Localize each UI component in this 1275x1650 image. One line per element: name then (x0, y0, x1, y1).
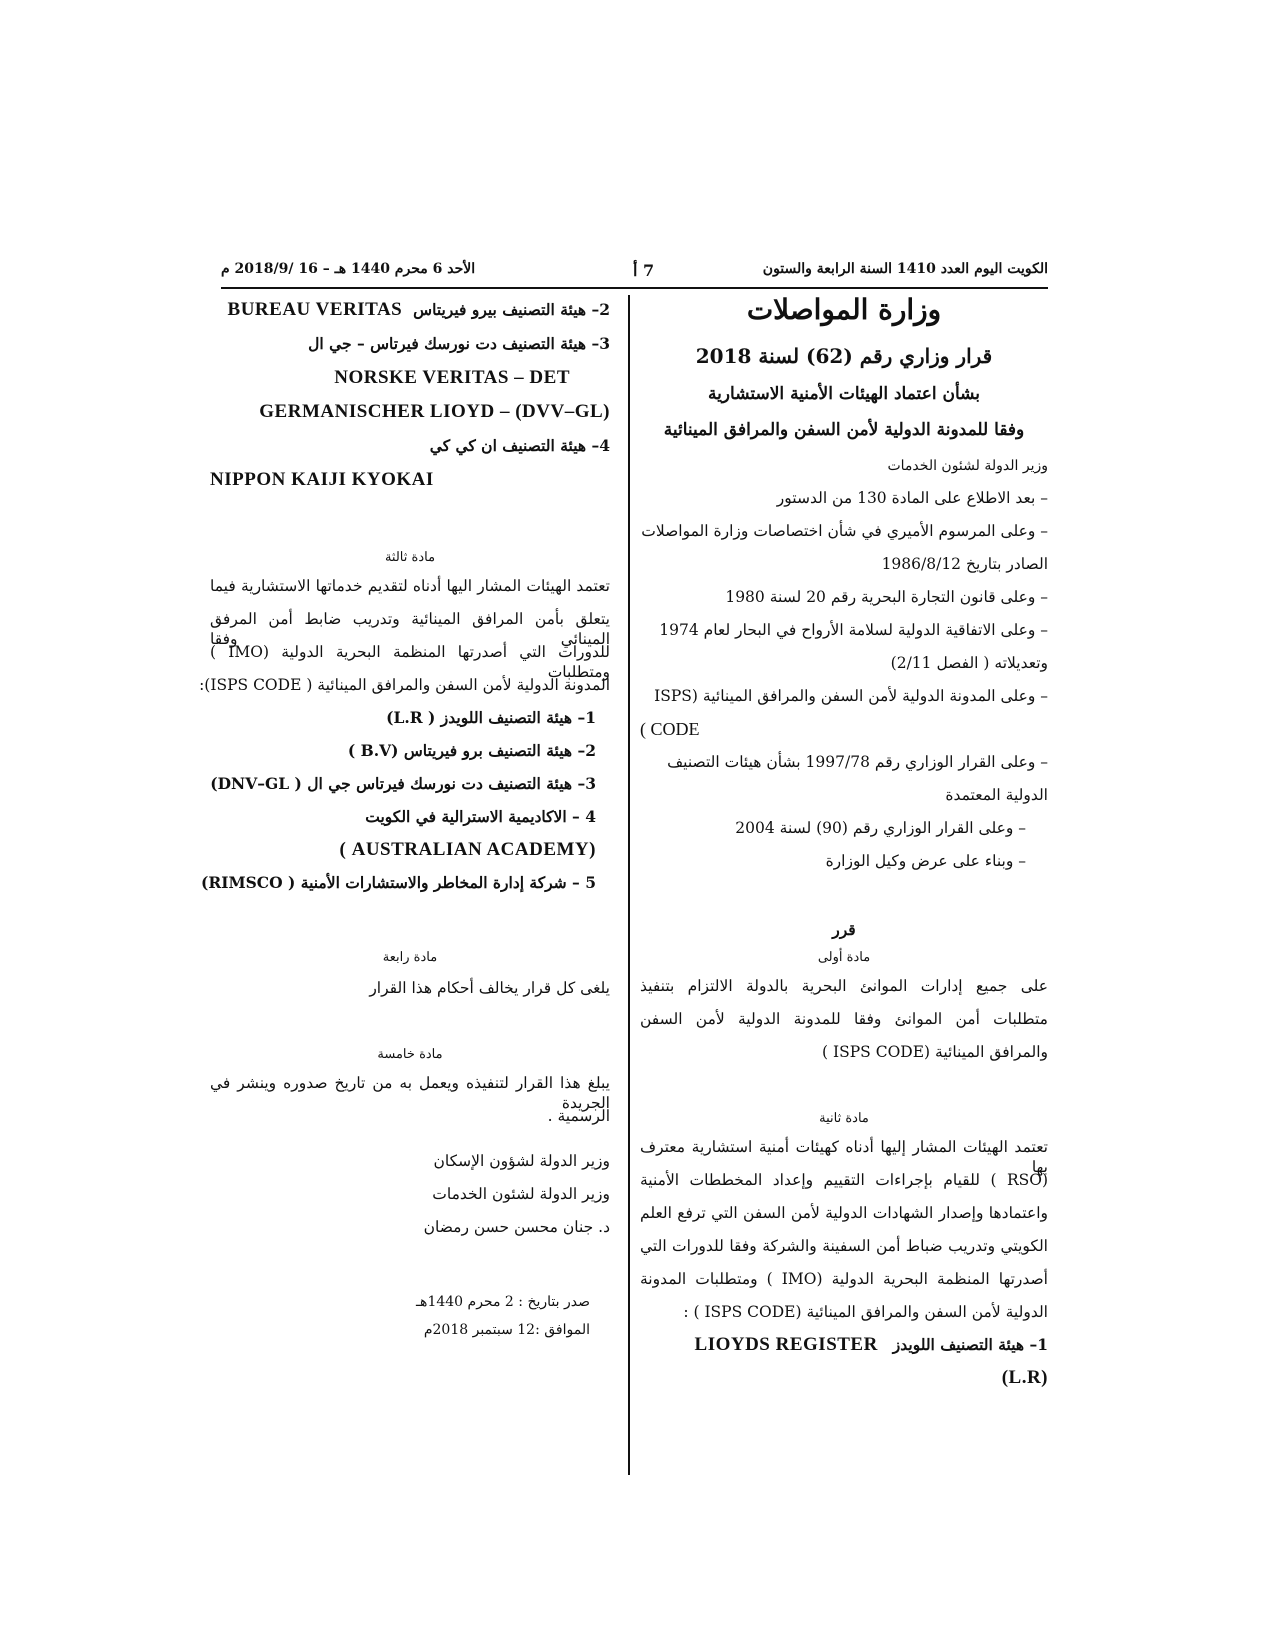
classification-item-4: 4– هيئة التصنيف ان كي كي (429, 436, 610, 455)
header-divider (221, 287, 1048, 289)
article-3-line: للدورات التي أصدرتها المنظمة البحرية الدولية (IMO ) ومتطلبات (210, 643, 611, 681)
article-1-line: على جميع إدارات الموانئ البحرية بالدولة الالتزام بتنفيذ (640, 977, 1048, 995)
article-5-line: الرسمية . (547, 1107, 610, 1125)
corresponding-date: الموافق :12 سبتمبر 2018م (423, 1322, 590, 1338)
article-3-heading: مادة ثالثة (384, 550, 436, 565)
preamble-line: – وعلى المدونة الدولية لأمن السفن والمرافق المينائية (ISPS (654, 687, 1048, 705)
article-3-item: 5 – شركة إدارة المخاطر والاستشارات الأمنية ( RIMSCO) (200, 873, 596, 892)
preamble-line: – وبناء على عرض وكيل الوزارة (825, 852, 1026, 870)
decree-subject-2: وفقا للمدونة الدولية لأمن السفن والمرافق المينائية (663, 420, 1025, 440)
preamble-line: – وعلى الاتفاقية الدولية لسلامة الأرواح في البحار لعام 1974 (659, 621, 1048, 639)
article-3-item: 2– هيئة التصنيف برو فيريتاس (B.V ) (347, 741, 596, 760)
article-2-body (640, 1137, 1048, 1335)
article-4-heading: مادة رابعة (382, 950, 438, 965)
issue-date: الأحد 6 محرم 1440 هـ – 16 /2018/9 م (221, 261, 476, 277)
signatory-line: د. جنان محسن حسن رمضان (423, 1218, 610, 1236)
decree-number: قرار وزاري رقم (62) لسنة 2018 (695, 344, 993, 368)
article-2-line: واعتمادها وإصدار الشهادات الدولية لأمن السفن التي ترفع العلم (640, 1204, 1048, 1222)
item-1-abbr: (L.R) (1001, 1367, 1048, 1388)
article-3-body (199, 576, 611, 708)
article-3-item: 3– هيئة التصنيف دت نورسك فيرتاس جي ال ( DNV–GL) (210, 774, 596, 793)
issuer: وزير الدولة لشئون الخدمات (887, 458, 1048, 474)
article-2-line: أصدرتها المنظمة البحرية الدولية (IMO ) ومتطلبات المدونة (640, 1270, 1048, 1288)
article-1-heading: مادة أولى (817, 950, 871, 965)
article-5-line: يبلغ هذا القرار لتنفيذه ويعمل به من تاريخ صدوره وينشر في الجريدة (210, 1074, 610, 1112)
article-2-item-1 (640, 1335, 1048, 1368)
preamble-line: – وعلى القرار الوزاري رقم (90) لسنة 2004 (735, 819, 1026, 837)
issued-date: صدر بتاريخ : 2 محرم 1440هـ (415, 1294, 590, 1310)
item-latin: BUREAU VERITAS (227, 299, 403, 320)
article-3-item: (AUSTRALIAN ACADEMY ) (339, 839, 596, 860)
decree-subject-1: بشأن اعتماد الهيئات الأمنية الاستشارية (707, 384, 981, 404)
article-1-line: والمرافق المينائية (ISPS CODE ) (822, 1043, 1048, 1061)
item-arabic: 2– هيئة التصنيف بيرو فيريتاس (413, 300, 610, 319)
article-5-body (210, 1073, 610, 1139)
article-2-heading: مادة ثانية (819, 1111, 869, 1126)
preamble-line: CODE ) (640, 719, 700, 739)
signatures (210, 1151, 610, 1250)
preamble-line: – وعلى القرار الوزاري رقم 1997/78 بشأن هيئات التصنيف (667, 753, 1048, 771)
preamble-line: – وعلى قانون التجارة البحرية رقم 20 لسنة 1980 (725, 588, 1048, 606)
article-3-line: تعتمد الهيئات المشار اليها أدناه لتقديم خدماتها الاستشارية فيما (210, 577, 610, 595)
article-2-line: الكويتي وتدريب ضباط أمن السفينة والشركة وفقا للدورات التي (640, 1237, 1048, 1255)
column-divider (628, 295, 630, 1475)
nippon-kaiji: NIPPON KAIJI KYOKAI (210, 469, 434, 490)
article-3-item: 1– هيئة التصنيف اللويدز ( L.R) (386, 708, 596, 727)
dnv-line-2: GERMANISCHER LIOYD – (DVV–GL) (259, 401, 610, 422)
right-column (640, 293, 1048, 1398)
article-3-list (200, 708, 610, 906)
article-3-line: يتعلق بأمن المرافق المينائية وتدريب ضابط أمن المرفق المينائي وفقا (210, 610, 610, 648)
decided-heading: قرر (832, 920, 856, 939)
signatory-line: وزير الدولة لشؤون الإسكان (433, 1152, 610, 1170)
item-1-arabic: 1– هيئة التصنيف اللويدز (892, 1335, 1048, 1354)
newspaper-issue: الكويت اليوم العدد 1410 السنة الرابعة والستون (762, 261, 1048, 277)
classification-item (210, 300, 610, 334)
article-5-heading: مادة خامسة (377, 1047, 443, 1062)
page-number: 7 أ (633, 261, 655, 280)
classification-item: 3– هيئة التصنيف دت نورسك فيرتاس – جي ال (308, 334, 610, 353)
issue-dates (210, 1292, 610, 1348)
item-1-latin: LIOYDS REGISTER (694, 1334, 878, 1355)
ministry-title: وزارة المواصلات (746, 293, 942, 326)
preamble (640, 488, 1048, 884)
preamble-line: – وعلى المرسوم الأميري في شأن اختصاصات وزارة المواصلات (641, 522, 1048, 540)
preamble-line: – بعد الاطلاع على المادة 130 من الدستور (776, 489, 1048, 507)
article-2-line: (RSO ) للقيام بإجراءات التقييم وإعداد المخططات الأمنية (640, 1171, 1048, 1189)
signatory-line: وزير الدولة لشئون الخدمات (432, 1185, 610, 1203)
preamble-line: الصادر بتاريخ 1986/8/12 (881, 555, 1048, 573)
dnv-line-1: NORSKE VERITAS – DET (334, 367, 570, 388)
article-2-line: تعتمد الهيئات المشار إليها أدناه كهيئات أمنية استشارية معترف بها (640, 1138, 1048, 1176)
article-1-body (640, 976, 1048, 1075)
left-column (199, 299, 611, 1348)
preamble-line: الدولية المعتمدة (945, 786, 1048, 804)
article-4-text: يلغى كل قرار يخالف أحكام هذا القرار (369, 979, 610, 997)
article-3-item: 4 – الاكاديمية الاسترالية في الكويت (365, 807, 596, 826)
article-2-line: الدولية لأمن السفن والمرافق المينائية (ISPS CODE ) : (683, 1303, 1048, 1321)
article-1-line: متطلبات أمن الموانئ وفقا للمدونة الدولية لأمن السفن (640, 1010, 1048, 1028)
preamble-line: وتعديلاته ( الفصل 2/11) (890, 654, 1048, 672)
article-3-line: المدونة الدولية لأمن السفن والمرافق المينائية ( ISPS CODE): (199, 676, 610, 694)
